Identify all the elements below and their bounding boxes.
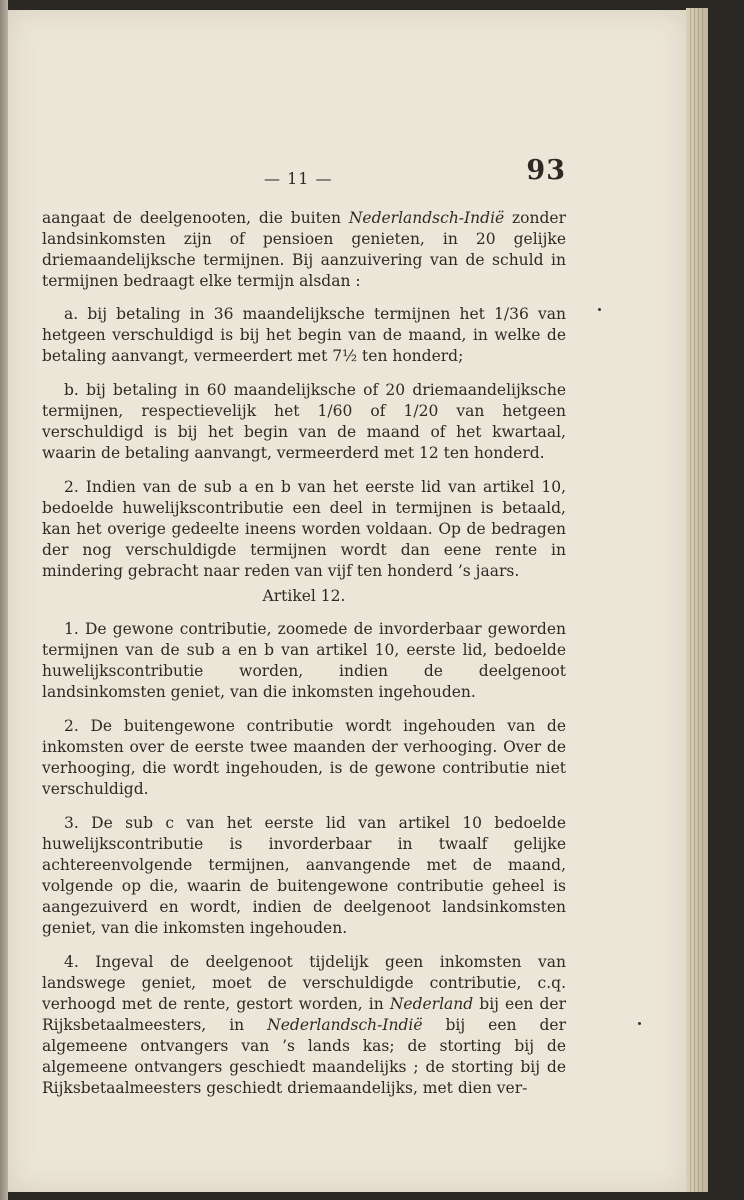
page-stack-edge: [686, 8, 708, 1192]
paragraph-2: 2. Indien van de sub a en b van het eerste lid van artikel 10, bedoelde huwelijkscontributie een deel in termijnen is betaald, kan het overige gedeelte ineens worden voldaan. Op de bedragen der nog verschuldigde termijnen wordt dan eene rente in mindering gebracht naar reden van vijf ten honderd ’s jaars.: [42, 478, 566, 580]
italic-text-run: Nederlandsch-Indië: [267, 1016, 423, 1034]
text-run: zonder landsinkomsten zijn of pensioen genieten, in 20 gelijke driemaandelijksche termijnen. Bij aanzuivering van de schuld in termijnen bedraagt elke termijn alsdan :: [42, 209, 567, 290]
article-12-paragraph-4: [42, 952, 566, 1099]
italic-text-run: Nederland: [389, 995, 474, 1013]
clause-a: a. bij betaling in 36 maandelijksche termijnen het 1/36 van hetgeen verschuldigd is bij het begin van de maand, in welke de betaling aanvangt, vermeerdert met 7½ ten honderd;: [42, 305, 566, 365]
page-stack-lines: [690, 8, 706, 1192]
text-run: bij een der Rijksbetaalmeesters, in: [42, 995, 566, 1034]
book-gutter-edge: [0, 0, 8, 1200]
text-run: 4. Ingeval de deelgenoot tijdelijk geen inkomsten van landswege geniet, moet de verschuldigde contributie, c.q. verhoogd met de rente, gestort worden, in: [42, 953, 566, 1013]
italic-text-run: Nederlandsch-Indië: [348, 209, 505, 227]
folio-number: — 11 —: [264, 169, 333, 188]
article-heading: Artikel 12.: [262, 587, 346, 605]
paper-speck: [598, 308, 601, 311]
article-12-paragraph-3: 3. De sub c van het eerste lid van artikel 10 bedoelde huwelijkscontributie is invorderbaar in twaalf gelijke achtereenvolgende termijnen, aanvangende met de maand, volgende op die, waarin de buitengewone contributie geheel is aangezuiverd en wordt, indien de deelgenoot landsinkomsten geniet, van die inkomsten ingehouden.: [42, 814, 566, 937]
page-text: [42, 155, 567, 1112]
text-run: aangaat de deelgenooten, die buiten: [42, 209, 349, 227]
article-12-paragraph-1: 1. De gewone contributie, zoomede de invorderbaar geworden termijnen van de sub a en b van artikel 10, eerste lid, bedoelde huwelijkscontributie worden, indien de deelgenoot landsinkomsten geniet, van die inkomsten ingehouden.: [42, 620, 566, 701]
text-run: bij een der algemeene ontvangers van ’s lands kas; de storting bij de algemeene ontvangers geschiedt maandelijks ; de storting bij de Rijksbetaalmeesters geschiedt driemaandelijks, met dien ver-: [42, 1016, 566, 1097]
page-header: [42, 155, 566, 202]
page-number: 93: [526, 155, 566, 186]
clause-b: b. bij betaling in 60 maandelijksche of 20 driemaandelijksche termijnen, respectievelijk het 1/60 of 1/20 van hetgeen verschuldigd is bij het begin van de maand of het kwartaal, waarin de betaling aanvangt, vermeerderd met 12 ten honderd.: [42, 381, 566, 462]
book-page: [8, 10, 686, 1192]
article-12-paragraph-2: 2. De buitengewone contributie wordt ingehouden van de inkomsten over de eerste twee maanden der verhooging. Over de verhooging, die wordt ingehouden, is de gewone contributie niet verschuldigd.: [42, 717, 566, 798]
paper-speck: [638, 1022, 641, 1025]
paragraph-continuation: [42, 208, 566, 292]
